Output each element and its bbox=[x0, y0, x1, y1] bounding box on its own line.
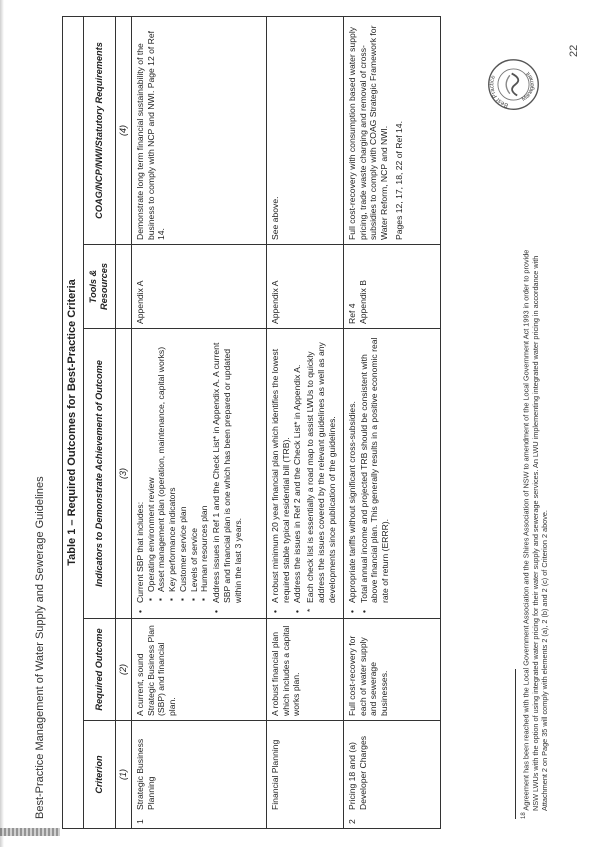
tools-line: Appendix B bbox=[357, 280, 368, 324]
requirements-cell: See above. bbox=[267, 17, 344, 245]
table-title: Table 1 – Required Outcomes for Best-Practice Criteria bbox=[62, 16, 83, 829]
colnum-3: (3) bbox=[115, 329, 131, 619]
tools-cell bbox=[344, 245, 441, 329]
page-number: 22 bbox=[568, 44, 580, 57]
colnum-2: (2) bbox=[115, 619, 131, 721]
list-item: • Address issues in Ref 1 and the Check List* in Appendix A. A current SBP and financial plan is one which has been prepared or updated within the last 3 years. bbox=[211, 333, 243, 603]
list-item: • Appropriate tariffs without significant cross-subsidies. bbox=[347, 333, 358, 603]
list-item: ▪ Key performance indicators bbox=[167, 333, 178, 592]
requirements-text: Full cost-recovery with consumption based water supply pricing, trade waste charging and removal of cross-subsidies to comply with COAG Strategic Framework for Water Reform, NCP and NWI. bbox=[347, 25, 390, 240]
list-item: • Current SBP that includes: ▪ Operating environment review ▪ Asset management plan (operation, maintenance, capital works) ▪ Key performance indicators ▪ Customer service plan ▪ Levels of service ▪ Human resources plan bbox=[135, 333, 210, 603]
tools-cell: Appendix A bbox=[132, 245, 267, 329]
seal-label-bottom: Management bbox=[521, 70, 536, 103]
header-indicators: Indicators to Demonstrate Achievement of Outcome bbox=[83, 329, 115, 619]
criterion-cell bbox=[132, 721, 267, 829]
list-item: ▪ Asset management plan (operation, maintenance, capital works) bbox=[156, 333, 167, 592]
list-item: • Address the issues in Ref 2 and the Check List* in Appendix A. bbox=[292, 333, 303, 603]
indicators-cell bbox=[132, 329, 267, 619]
footnote-line: NSW LWUs with the option of using integrated water pricing for their water supply and sewerage services. An LWU implementing integrated water pricing in accordance with bbox=[530, 255, 540, 811]
outcome-cell: Full cost-recovery for each of water supply and sewerage businesses. bbox=[344, 619, 441, 721]
footnote-rule bbox=[515, 669, 516, 819]
list-item: ▪ Customer service plan bbox=[178, 333, 189, 592]
criterion-cell bbox=[344, 721, 441, 829]
table-row bbox=[267, 17, 344, 829]
criterion-cell bbox=[267, 721, 344, 829]
outcome-cell: A robust financial plan which includes a capital works plan. bbox=[267, 619, 344, 721]
checklist-note: * Each check list is essentially a road map to assist LWUs to quickly address the issues covered by the relevant guidelines as well as any developments since publication of the guidelines. bbox=[305, 333, 337, 603]
footnote-line: Attachment 2 on Page 35 will comply with elements 2 (a), 2 (b) and 2 (c) of Criterion 2 above. bbox=[540, 510, 550, 811]
footnote-marker: 18 bbox=[520, 812, 527, 819]
indicators-cell bbox=[267, 329, 344, 619]
header-required-outcome: Required Outcome bbox=[83, 619, 115, 721]
list-item: ▪ Operating environment review bbox=[146, 333, 157, 592]
colnum-1: (1) bbox=[115, 721, 131, 829]
criterion-name: Strategic Business Planning bbox=[135, 738, 156, 810]
criterion-number bbox=[270, 814, 281, 824]
header-requirements: COAG/NCP/NWI/Statutory Requirements bbox=[83, 17, 115, 245]
list-item: • Total annual income and projected TRB should be consistent with above financial plan. This generally results in a positive economic real rate of return (ERRR). bbox=[359, 333, 391, 603]
seal-label-top: Best Practice bbox=[489, 74, 510, 108]
footnote-line: $^{18}$ Agreement has been reached with the Local Government Association and the Shires Association of NSW to amendment of the Local Government Act 1993 in order to provide bbox=[520, 249, 531, 819]
header-criterion: Criterion bbox=[83, 721, 115, 829]
tools-cell: Appendix A bbox=[267, 245, 344, 329]
table-row bbox=[344, 17, 441, 829]
criterion-number: 1 bbox=[135, 819, 145, 824]
list-item: ▪ Human resources plan bbox=[199, 333, 210, 592]
colnum-4: (4) bbox=[115, 17, 131, 245]
requirements-pages: Pages 12, 17, 18, 22 of Ref 14. bbox=[393, 121, 404, 240]
requirements-cell: Demonstrate long term financial sustainability of the business to comply with NCP and NWI. Page 12 of Ref 14. bbox=[132, 17, 267, 245]
requirements-cell bbox=[344, 17, 441, 245]
outcome-cell: A current, sound Strategic Business Plan (SBP) and financial plan. bbox=[132, 619, 267, 721]
footnote bbox=[520, 99, 550, 819]
outcomes-table bbox=[62, 16, 441, 829]
criterion-name: Pricing 18 and (a) Developer Charges bbox=[347, 735, 368, 810]
running-header: Best-Practice Management of Water Supply and Sewerage Guidelines bbox=[34, 476, 46, 819]
list-item: ▪ Levels of service bbox=[189, 333, 200, 592]
list-item: • A robust minimum 20 year financial plan which identifies the lowest required stable typical residential bill (TRB). bbox=[270, 333, 291, 603]
colnum-tools bbox=[115, 245, 131, 329]
header-tools: Tools & Resources bbox=[83, 245, 115, 329]
indicators-cell bbox=[344, 329, 441, 619]
table-row bbox=[132, 17, 267, 829]
tools-line: Ref 4 bbox=[347, 303, 357, 324]
criterion-number: 2 bbox=[347, 819, 357, 824]
criterion-name: Financial Planning bbox=[270, 739, 280, 810]
